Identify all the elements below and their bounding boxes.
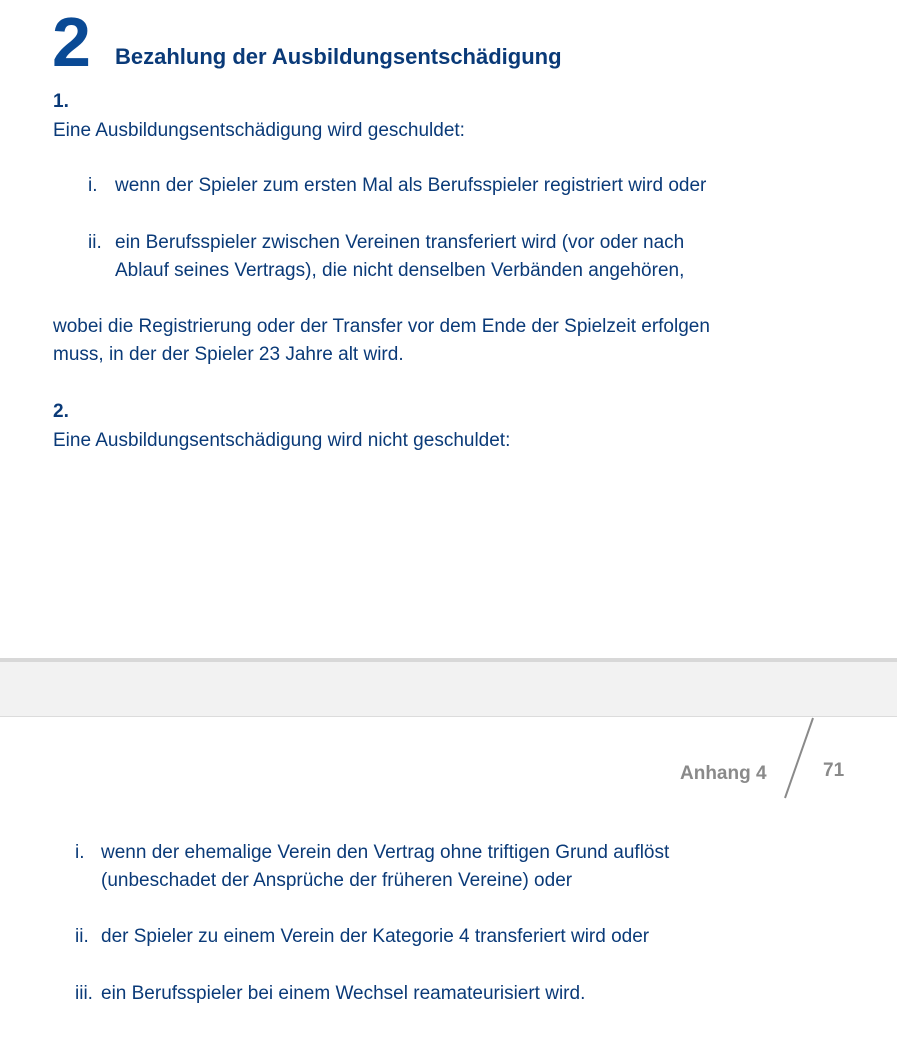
list-item-text: (unbeschadet der Ansprüche der früheren Vereine) oder xyxy=(101,870,573,891)
list-item-text: ein Berufsspieler bei einem Wechsel reamateurisiert wird. xyxy=(101,983,586,1004)
list-item-marker: iii. xyxy=(75,983,93,1004)
paragraph-2-number: 2. xyxy=(53,401,69,422)
list-item-text: ein Berufsspieler zwischen Vereinen transferiert wird (vor oder nach xyxy=(115,232,685,253)
list-item-marker: ii. xyxy=(75,926,89,947)
list-item-text: wenn der Spieler zum ersten Mal als Berufsspieler registriert wird oder xyxy=(115,175,707,196)
list-item-text: wenn der ehemalige Verein den Vertrag ohne triftigen Grund auflöst xyxy=(101,842,670,863)
list-item-text: Ablauf seines Vertrags), die nicht denselben Verbänden angehören, xyxy=(115,260,685,281)
paragraph-1-intro: Eine Ausbildungsentschädigung wird geschuldet: xyxy=(53,120,465,141)
paragraph-2-intro: Eine Ausbildungsentschädigung wird nicht geschuldet: xyxy=(53,430,511,451)
paragraph-1-number: 1. xyxy=(53,91,69,112)
section-number: 2 xyxy=(52,3,91,81)
page-separator xyxy=(0,658,897,717)
footer-annex-label: Anhang 4 xyxy=(680,763,767,784)
paragraph-1-closing: muss, in der der Spieler 23 Jahre alt wird. xyxy=(53,344,404,365)
footer-divider-slash xyxy=(780,716,820,805)
list-item-marker: i. xyxy=(75,842,85,863)
list-item-marker: i. xyxy=(88,175,98,196)
section-title: Bezahlung der Ausbildungsentschädigung xyxy=(115,44,562,69)
paragraph-1-closing: wobei die Registrierung oder der Transfer vor dem Ende der Spielzeit erfolgen xyxy=(53,316,710,337)
list-item-text: der Spieler zu einem Verein der Kategorie 4 transferiert wird oder xyxy=(101,926,650,947)
page-number: 71 xyxy=(823,760,845,781)
list-item-marker: ii. xyxy=(88,232,102,253)
